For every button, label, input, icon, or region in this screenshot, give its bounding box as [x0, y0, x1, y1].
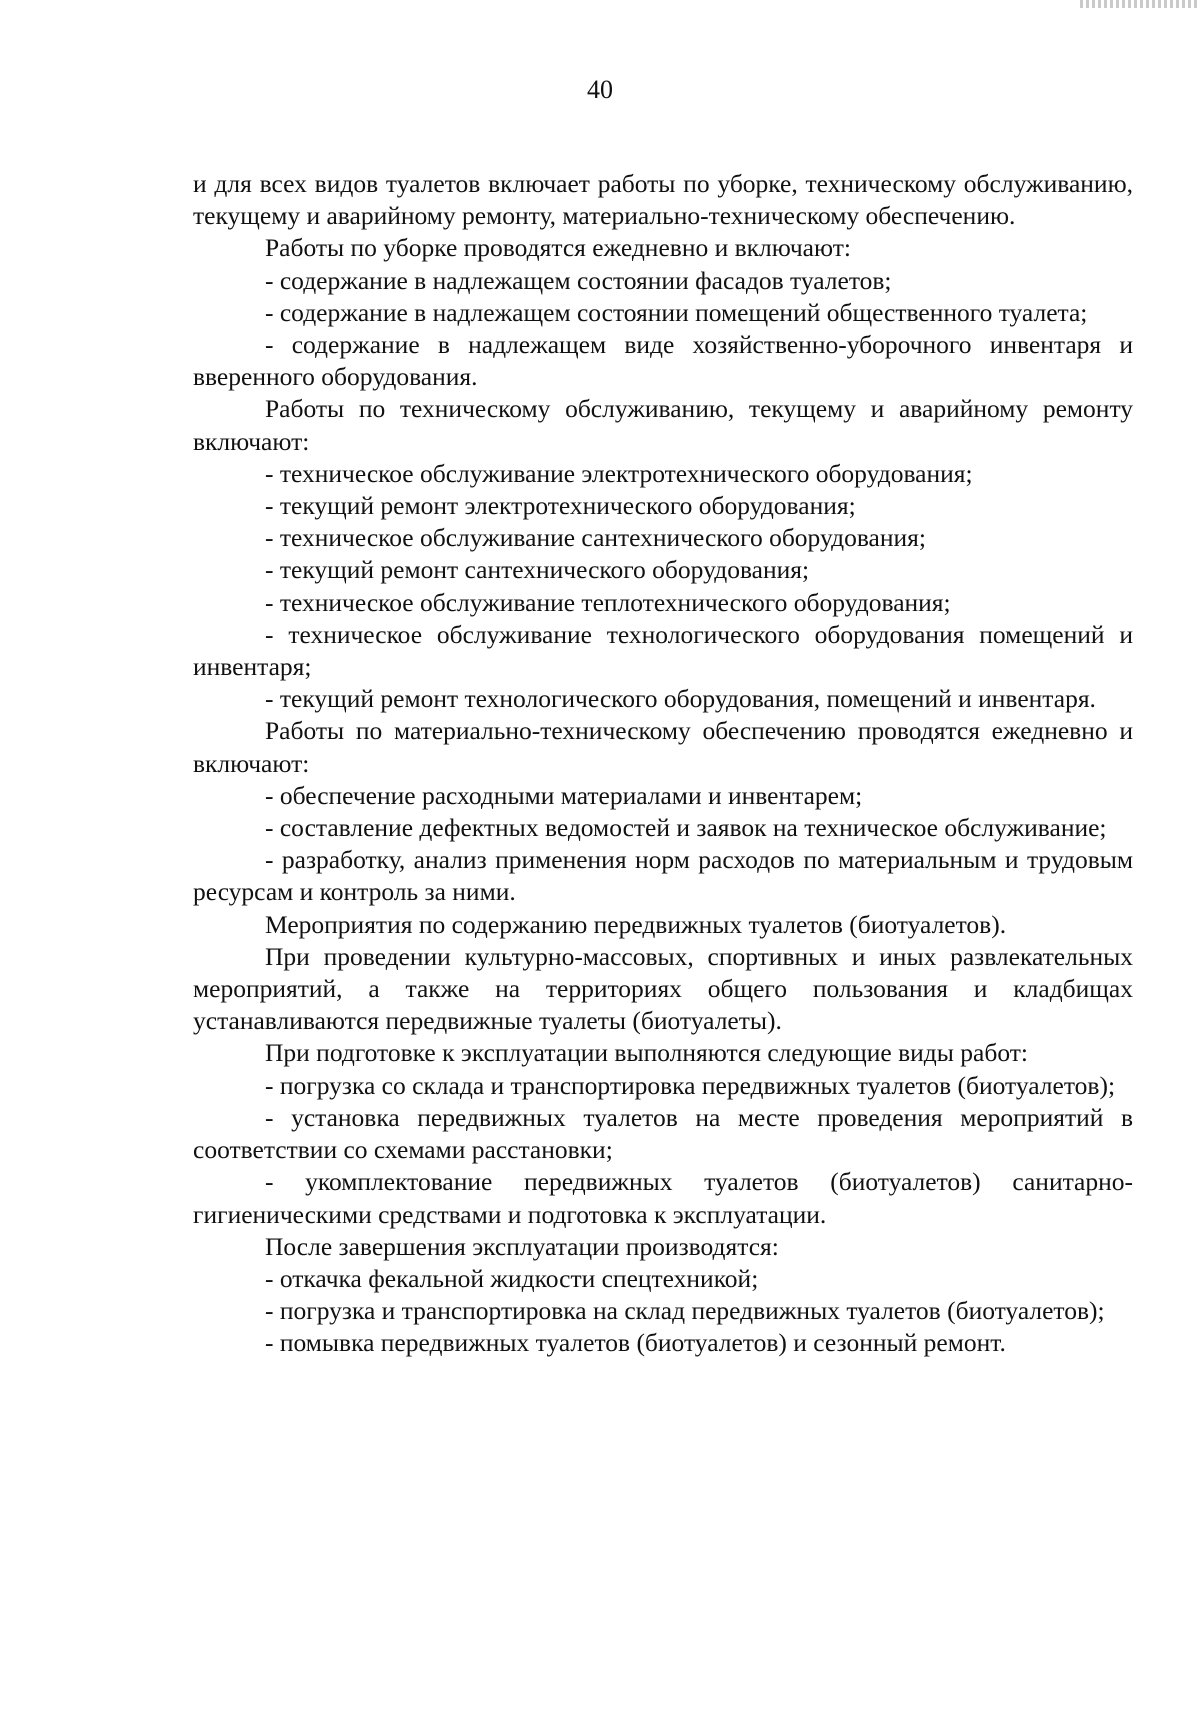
paragraph: - помывка передвижных туалетов (биотуалетов) и сезонный ремонт.	[265, 1328, 1006, 1358]
page-number: 40	[587, 75, 613, 104]
paragraph: - текущий ремонт сантехнического оборудования;	[265, 555, 810, 585]
scan-artifact	[1080, 0, 1200, 8]
paragraph: - текущий ремонт электротехнического оборудования;	[265, 491, 856, 521]
paragraph: Мероприятия по содержанию передвижных туалетов (биотуалетов).	[265, 909, 1007, 939]
paragraph: После завершения эксплуатации производятся:	[265, 1231, 779, 1261]
paragraph: - укомплектование передвижных туалетов (биотуалетов) санитарно-гигиеническими средствами и подготовка к эксплуатации.	[193, 1167, 1133, 1229]
paragraph: и для всех видов туалетов включает работы по уборке, техническому обслуживанию, текущему и аварийному ремонту, материально-техническому обеспечению.	[193, 169, 1133, 231]
paragraph: - разработку, анализ применения норм расходов по материальным и трудовым ресурсам и контроль за ними.	[193, 845, 1133, 907]
paragraph: - составление дефектных ведомостей и заявок на техническое обслуживание;	[265, 813, 1107, 843]
paragraph: - содержание в надлежащем состоянии помещений общественного туалета;	[265, 297, 1088, 327]
paragraph: - текущий ремонт технологического оборудования, помещений и инвентаря.	[265, 684, 1096, 714]
paragraph: - погрузка со склада и транспортировка передвижных туалетов (биотуалетов);	[265, 1070, 1116, 1100]
paragraph: При проведении культурно-массовых, спортивных и иных развлекательных мероприятий, а также на территориях общего пользования и кладбищах устанавливаются передвижные туалеты (биотуалеты).	[193, 941, 1133, 1036]
paragraph: При подготовке к эксплуатации выполняются следующие виды работ:	[265, 1038, 1028, 1068]
paragraph: - содержание в надлежащем виде хозяйственно-уборочного инвентаря и вверенного оборудования.	[193, 330, 1133, 392]
paragraph: - откачка фекальной жидкости спецтехникой;	[265, 1263, 759, 1293]
paragraph: - техническое обслуживание сантехнического оборудования;	[265, 523, 926, 553]
paragraph: - установка передвижных туалетов на месте проведения мероприятий в соответствии со схемами расстановки;	[193, 1102, 1133, 1165]
paragraph: - техническое обслуживание электротехнического оборудования;	[265, 458, 973, 488]
body-text	[193, 168, 1133, 1360]
paragraph: Работы по техническому обслуживанию, текущему и аварийному ремонту включают:	[193, 394, 1133, 456]
paragraph: Работы по материально-техническому обеспечению проводятся ежедневно и включают:	[193, 716, 1133, 778]
paragraph: - техническое обслуживание технологического оборудования помещений и инвентаря;	[193, 619, 1133, 682]
paragraph: - погрузка и транспортировка на склад передвижных туалетов (биотуалетов);	[265, 1296, 1105, 1326]
paragraph: - содержание в надлежащем состоянии фасадов туалетов;	[265, 265, 892, 295]
paragraph: Работы по уборке проводятся ежедневно и включают:	[265, 233, 851, 263]
paragraph: - обеспечение расходными материалами и инвентарем;	[265, 780, 863, 810]
paragraph: - техническое обслуживание теплотехнического оборудования;	[265, 587, 951, 617]
